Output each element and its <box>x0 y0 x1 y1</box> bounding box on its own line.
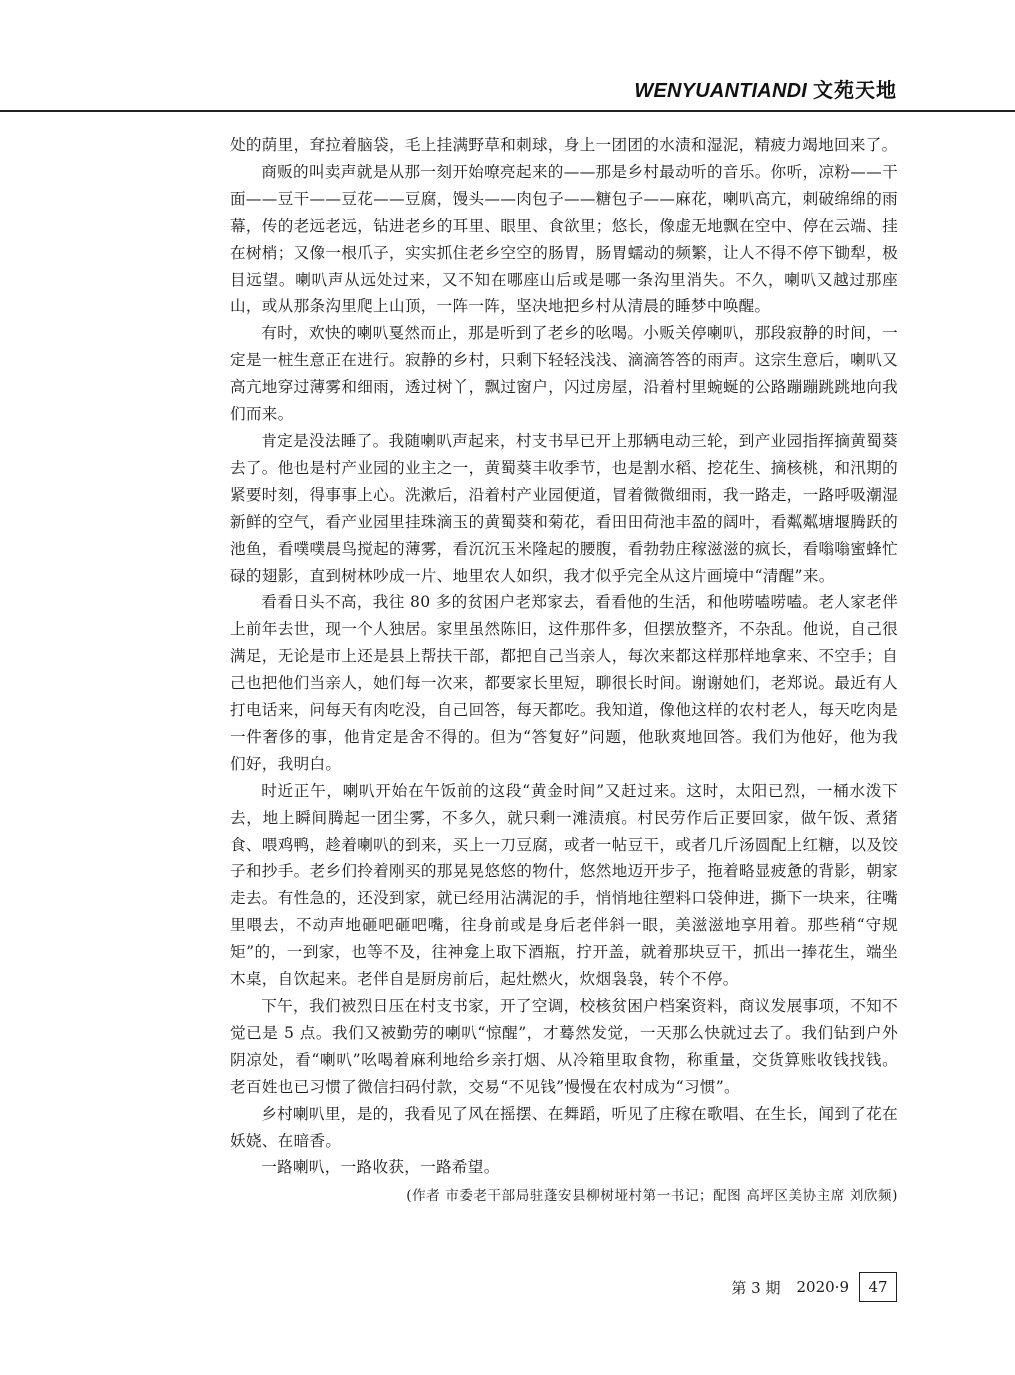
section-title-chinese: 文苑天地 <box>813 80 897 102</box>
paragraph: 时近正午，喇叭开始在午饭前的这段“黄金时间”又赶过来。这时，太阳已烈，一桶水泼下去，地上瞬间腾起一团尘雾，不多久，就只剩一滩渍痕。村民劳作后正要回家，做午饭、煮猪食、喂鸡鸭，趁着喇叭的到来，买上一刀豆腐，或者一帖豆干，或者几斤汤圆配上红糖，以及饺子和抄手。老乡们拎着刚买的那晃晃悠悠的物什，悠然地迈开步子，拖着略显疲惫的背影，朝家走去。有性急的，还没到家，就已经用沾满泥的手，悄悄地往塑料口袋伸进，撕下一块来，往嘴里喂去，不动声地砸吧砸吧嘴，往身前或是身后老伴斜一眼，美滋滋地享用着。那些稍“守规矩”的，一到家，也等不及，往神龛上取下酒瓶，拧开盖，就着那块豆干，抓出一捧花生，端坐木桌，自饮起来。老伴自是厨房前后，起灶燃火，炊烟袅袅，转个不停。 <box>230 781 898 989</box>
issue-number: 第 3 期 <box>731 1278 781 1297</box>
running-header <box>0 0 1015 112</box>
paragraph-continued: 处的荫里，耷拉着脑袋，毛上挂满野草和刺球，身上一团团的水渍和湿泥，精疲力竭地回来了。 <box>230 136 898 154</box>
header-divider <box>0 110 1015 112</box>
magazine-section-title <box>634 78 897 104</box>
paragraph: 有时，欢快的喇叭戛然而止，那是听到了老乡的吆喝。小贩关停喇叭，那段寂静的时间，一定是一桩生意正在进行。寂静的乡村，只剩下轻轻浅浅、滴滴答答的雨声。这宗生意后，喇叭又高亢地穿过薄雾和细雨，透过树丫，飘过窗户，闪过房屋，沿着村里蜿蜒的公路蹦蹦跳跳地向我们而来。 <box>230 324 898 424</box>
paragraph: 乡村喇叭里，是的，我看见了风在摇摆、在舞蹈，听见了庄稼在歌唱、在生长，闻到了花在妖娆、在暗香。 <box>230 1104 898 1150</box>
paragraph: 下午，我们被烈日压在村支书家，开了空调，校核贫困户档案资料，商议发展事项，不知不觉已是 5 点。我们又被勤劳的喇叭“惊醒”，才蓦然发觉，一天那么快就过去了。我们钻到户外阴凉处，看“喇叭”吆喝着麻利地给乡亲打烟、从冷箱里取食物，称重量，交货算账收钱找钱。老百姓也已习惯了微信扫码付款，交易“不见钱”慢慢在农村成为“习惯”。 <box>230 997 898 1096</box>
page-number-box: 47 <box>859 1272 897 1302</box>
publication-date: 2020·9 <box>796 1278 849 1296</box>
paragraph: 肯定是没法睡了。我随喇叭声起来，村支书早已开上那辆电动三轮，到产业园指挥摘黄蜀葵去了。他也是村产业园的业主之一，黄蜀葵丰收季节，也是割水稻、挖花生、摘核桃，和汛期的紧要时刻，得事事上心。洗漱后，沿着村产业园便道，冒着微微细雨，我一路走，一路呼吸潮湿新鲜的空气，看产业园里挂珠滴玉的黄蜀葵和菊花，看田田荷池丰盈的阔叶，看粼粼塘堰腾跃的池鱼，看噗噗晨鸟搅起的薄雾，看沉沉玉米隆起的腰腹，看勃勃庄稼滋滋的疯长，看嗡嗡蜜蜂忙碌的翅影，直到树林吵成一片、地里农人如织，我才似乎完全从这片画境中“清醒”来。 <box>230 431 898 585</box>
paragraph-closing: 一路喇叭，一路收获，一路希望。 <box>261 1158 500 1177</box>
article-body <box>230 132 898 1209</box>
section-title-english: WENYUANTIANDI <box>634 80 807 102</box>
page-footer <box>731 1272 897 1302</box>
author-byline: (作者 市委老干部局驻蓬安县柳树垭村第一书记；配图 高坪区美协主席 刘欣频) <box>406 1188 898 1205</box>
paragraph: 看看日头不高，我往 80 多的贫困户老郑家去，看看他的生活，和他唠嗑唠嗑。老人家老伴上前年去世，现一个人独居。家里虽然陈旧，这件那件多，但摆放整齐，不杂乱。他说，自己很满足，无论是市上还是县上帮扶干部，都把自己当亲人，每次来都这样那样地拿来、不空手；自己也把他们当亲人，她们每一次来，都要家长里短，聊很长时间。谢谢她们，老郑说。最近有人打电话来，问每天有肉吃没，自己回答，每天都吃。我知道，像他这样的农村老人，每天吃肉是一件奢侈的事，他肯定是舍不得的。但为“答复好”问题，他耿爽地回答。我们为他好，他为我们好，我明白。 <box>230 593 898 773</box>
paragraph: 商贩的叫卖声就是从那一刻开始嘹亮起来的——那是乡村最动听的音乐。你听，凉粉——干面——豆干——豆花——豆腐，馒头——肉包子——糖包子——麻花，喇叭高亢，刺破绵绵的雨幕，传的老远老远，钻进老乡的耳里、眼里、食欲里；悠长，像虚无地飘在空中、停在云端、挂在树梢；又像一根爪子，实实抓住老乡空空的肠胃，肠胃蠕动的频繁，让人不得不停下锄犁，极目远望。喇叭声从远处过来，又不知在哪座山后或是哪一条沟里消失。不久，喇叭又越过那座山，或从那条沟里爬上山顶，一阵一阵，坚决地把乡村从清晨的睡梦中唤醒。 <box>230 162 898 316</box>
